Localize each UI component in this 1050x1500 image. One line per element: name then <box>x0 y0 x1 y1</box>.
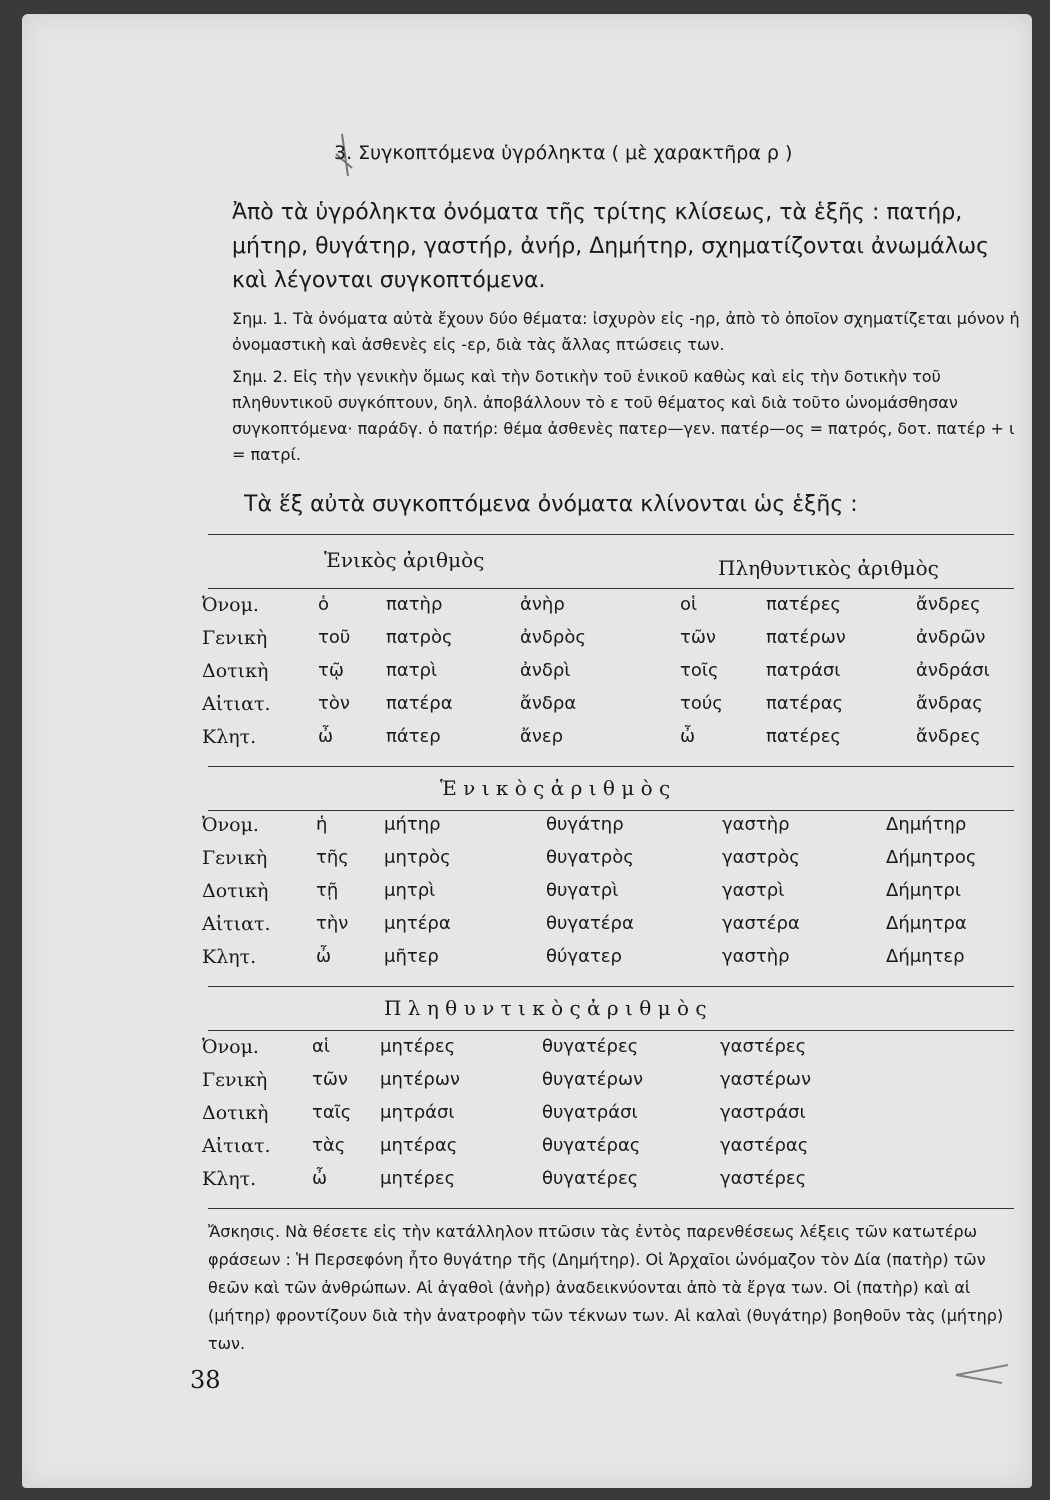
t1-art-cell: τῷ <box>318 660 344 681</box>
intro-paragraph: Ἀπὸ τὰ ὑγρόληκτα ὀνόματα τῆς τρίτης κλίσεως, τὰ ἑξῆς : πατήρ, μήτηρ, θυγάτηρ, γαστήρ, ἀνήρ, Δημήτηρ, σχηματίζονται ἀνωμάλως καὶ λέγονται συγκοπτόμενα. <box>232 200 990 293</box>
t3-w1-cell: μητέρες <box>380 1036 456 1057</box>
t2-w4-cell: Δήμητρα <box>886 913 967 934</box>
t1-pw2-cell: ἀνδράσι <box>916 660 990 681</box>
t3-case-cell: Γενικὴ <box>202 1069 268 1091</box>
t2-case-cell: Ὀνομ. <box>202 814 259 836</box>
t3-w2-cell: θυγατράσι <box>542 1102 638 1123</box>
t3-art-cell: αἱ <box>312 1036 330 1057</box>
t1-w1-cell: πατέρα <box>386 693 453 714</box>
t2-w4-cell: Δήμητρος <box>886 847 977 868</box>
t3-w1-cell: μητράσι <box>380 1102 455 1123</box>
t3-w1-cell: μητέρες <box>380 1168 456 1189</box>
t2-w2-cell: θυγάτηρ <box>546 814 624 835</box>
t1-part-cell: οἱ <box>680 594 698 615</box>
note-1: Σημ. 1. Τὰ ὀνόματα αὐτὰ ἔχουν δύο θέματα: ἰσχυρὸν εἰς -ηρ, ἀπὸ τὸ ὁποῖον σχηματίζεται μόνον ἡ ὀνομαστικὴ καὶ ἀσθενὲς εἰς -ερ, διὰ τὰς ἄλλας πτώσεις των. <box>232 309 1020 354</box>
t2-case-cell: Αἰτιατ. <box>202 913 271 935</box>
table1-header-singular: Ἑνικὸς ἀριθμὸς <box>324 548 485 572</box>
note-2: Σημ. 2. Εἰς τὴν γενικὴν ὅμως καὶ τὴν δοτικὴν τοῦ ἑνικοῦ καθὼς καὶ εἰς τὴν δοτικὴν τοῦ πληθυντικοῦ συγκόπτουν, δηλ. ἀποβάλλουν τὸ ε τοῦ θέματος καὶ διὰ τοῦτο ὠνομάσθησαν συγκοπτόμενα· παράδγ. ὁ πατήρ: θέμα ἀσθενὲς πατερ—γεν. πατέρ—ος = πατρός, δοτ. πατέρ + ι = πατρί. <box>232 367 1015 464</box>
t2-w1-cell: μητρὸς <box>384 847 451 868</box>
t1-part-cell: τοῖς <box>680 660 719 681</box>
table-rule <box>208 766 1014 767</box>
t2-w1-cell: μητρὶ <box>384 880 436 901</box>
t1-w2-cell: ἀνδρὶ <box>520 660 571 681</box>
table-rule <box>208 986 1014 987</box>
t1-w1-cell: πάτερ <box>386 726 441 747</box>
t1-pw1-cell: πατράσι <box>766 660 841 681</box>
t1-w2-cell: ἄνερ <box>520 726 564 747</box>
t1-art-cell: τοῦ <box>318 627 351 648</box>
t3-w2-cell: θυγατέρας <box>542 1135 641 1156</box>
t1-w2-cell: ἀνδρὸς <box>520 627 586 648</box>
t1-art-cell: ὦ <box>318 726 334 747</box>
t2-w4-cell: Δημήτηρ <box>886 814 967 835</box>
t1-pw2-cell: ἄνδρες <box>916 726 981 747</box>
t1-pw1-cell: πατέρων <box>766 627 846 648</box>
t1-w1-cell: πατρὶ <box>386 660 438 681</box>
t3-case-cell: Κλητ. <box>202 1168 257 1190</box>
t2-w2-cell: θύγατερ <box>546 946 622 967</box>
t2-w3-cell: γαστρὶ <box>722 880 785 901</box>
section-title: 3. Συγκοπτόμενα ὑγρόληκτα ( μὲ χαρακτῆρα ρ ) <box>334 142 793 164</box>
t2-w3-cell: γαστρὸς <box>722 847 800 868</box>
t3-case-cell: Ὀνομ. <box>202 1036 259 1058</box>
book-page <box>22 14 1032 1488</box>
t3-w3-cell: γαστέρας <box>720 1135 809 1156</box>
t3-art-cell: ταῖς <box>312 1102 352 1123</box>
t1-pw1-cell: πατέρες <box>766 726 841 747</box>
t3-w2-cell: θυγατέρες <box>542 1168 639 1189</box>
t1-case-cell: Γενικὴ <box>202 627 268 649</box>
t2-w3-cell: γαστὴρ <box>722 946 790 967</box>
t1-pw2-cell: ἄνδρας <box>916 693 983 714</box>
t2-art-cell: τῇ <box>316 880 339 901</box>
t2-case-cell: Κλητ. <box>202 946 257 968</box>
t2-w3-cell: γαστὴρ <box>722 814 790 835</box>
t1-pw2-cell: ἄνδρες <box>916 594 981 615</box>
t3-art-cell: τῶν <box>312 1069 348 1090</box>
t2-art-cell: τὴν <box>316 913 349 934</box>
t1-pw1-cell: πατέρες <box>766 594 841 615</box>
t2-w4-cell: Δήμητερ <box>886 946 965 967</box>
t1-w2-cell: ἄνδρα <box>520 693 577 714</box>
t2-art-cell: ὦ <box>316 946 332 967</box>
t1-art-cell: ὁ <box>318 594 330 615</box>
table-rule <box>208 810 1014 811</box>
t3-case-cell: Αἰτιατ. <box>202 1135 271 1157</box>
t2-art-cell: τῆς <box>316 847 349 868</box>
t3-w2-cell: θυγατέρων <box>542 1069 644 1090</box>
t1-pw2-cell: ἀνδρῶν <box>916 627 986 648</box>
t3-w1-cell: μητέρων <box>380 1069 460 1090</box>
t2-w2-cell: θυγατρὸς <box>546 847 634 868</box>
t1-case-cell: Αἰτιατ. <box>202 693 271 715</box>
t1-art-cell: τὸν <box>318 693 350 714</box>
t3-w3-cell: γαστέρων <box>720 1069 812 1090</box>
pencil-arrow-mark <box>952 1359 1012 1389</box>
t1-case-cell: Ὀνομ. <box>202 594 259 616</box>
t1-part-cell: τῶν <box>680 627 716 648</box>
t3-w1-cell: μητέρας <box>380 1135 458 1156</box>
t3-art-cell: τὰς <box>312 1135 346 1156</box>
t2-art-cell: ἡ <box>316 814 328 835</box>
t2-w2-cell: θυγατέρα <box>546 913 634 934</box>
t2-case-cell: Γενικὴ <box>202 847 268 869</box>
table-rule <box>208 1208 1014 1209</box>
table1-header-plural: Πληθυντικὸς ἀριθμὸς <box>718 556 939 580</box>
page-number: 38 <box>190 1366 221 1394</box>
table-rule <box>208 534 1014 535</box>
t2-w3-cell: γαστέρα <box>722 913 800 934</box>
t2-w1-cell: μῆτερ <box>384 946 439 967</box>
t1-w2-cell: ἀνὴρ <box>520 594 565 615</box>
t2-w4-cell: Δήμητρι <box>886 880 961 901</box>
t2-w1-cell: μητέρα <box>384 913 451 934</box>
table2-header: Ἑ ν ι κ ὸ ς ἀ ρ ι θ μ ὸ ς <box>440 776 671 800</box>
table3-header: Π λ η θ υ ν τ ι κ ὸ ς ἀ ρ ι θ μ ὸ ς <box>384 996 707 1020</box>
t3-w2-cell: θυγατέρες <box>542 1036 639 1057</box>
declension-intro: Τὰ ἕξ αὐτὰ συγκοπτόμενα ὀνόματα κλίνονται ὡς ἑξῆς : <box>244 492 858 517</box>
t3-case-cell: Δοτικὴ <box>202 1102 269 1124</box>
t3-w3-cell: γαστράσι <box>720 1102 806 1123</box>
t2-w1-cell: μήτηρ <box>384 814 441 835</box>
t3-art-cell: ὦ <box>312 1168 328 1189</box>
table-rule <box>208 588 1014 589</box>
table-rule <box>208 1030 1014 1031</box>
t1-case-cell: Κλητ. <box>202 726 257 748</box>
t1-w1-cell: πατρὸς <box>386 627 453 648</box>
t2-case-cell: Δοτικὴ <box>202 880 269 902</box>
t1-w1-cell: πατὴρ <box>386 594 443 615</box>
t3-w3-cell: γαστέρες <box>720 1168 807 1189</box>
t2-w2-cell: θυγατρὶ <box>546 880 619 901</box>
t1-part-cell: ὦ <box>680 726 696 747</box>
t1-case-cell: Δοτικὴ <box>202 660 269 682</box>
exercise-text: Ἄσκησις. Νὰ θέσετε εἰς τὴν κατάλληλον πτῶσιν τὰς ἐντὸς παρενθέσεως λέξεις τῶν κατωτέρω φράσεων : Ἡ Περσεφόνη ἦτο θυγάτηρ τῆς (Δημήτηρ). Οἱ Ἀρχαῖοι ὠνόμαζον τὸν Δία (πατὴρ) τῶν θεῶν καὶ τῶν ἀνθρώπων. Αἱ ἀγαθοὶ (ἀνὴρ) ἀναδεικνύονται ἀπὸ τὰ ἔργα των. Οἱ (πατὴρ) καὶ αἱ (μήτηρ) φροντίζουν διὰ τὴν ἀνατροφὴν τῶν τέκνων των. Αἱ καλαὶ (θυγάτηρ) βοηθοῦν τὰς (μήτηρ) των. <box>208 1222 1004 1353</box>
t3-w3-cell: γαστέρες <box>720 1036 807 1057</box>
t1-pw1-cell: πατέρας <box>766 693 844 714</box>
t1-part-cell: τούς <box>680 693 723 714</box>
